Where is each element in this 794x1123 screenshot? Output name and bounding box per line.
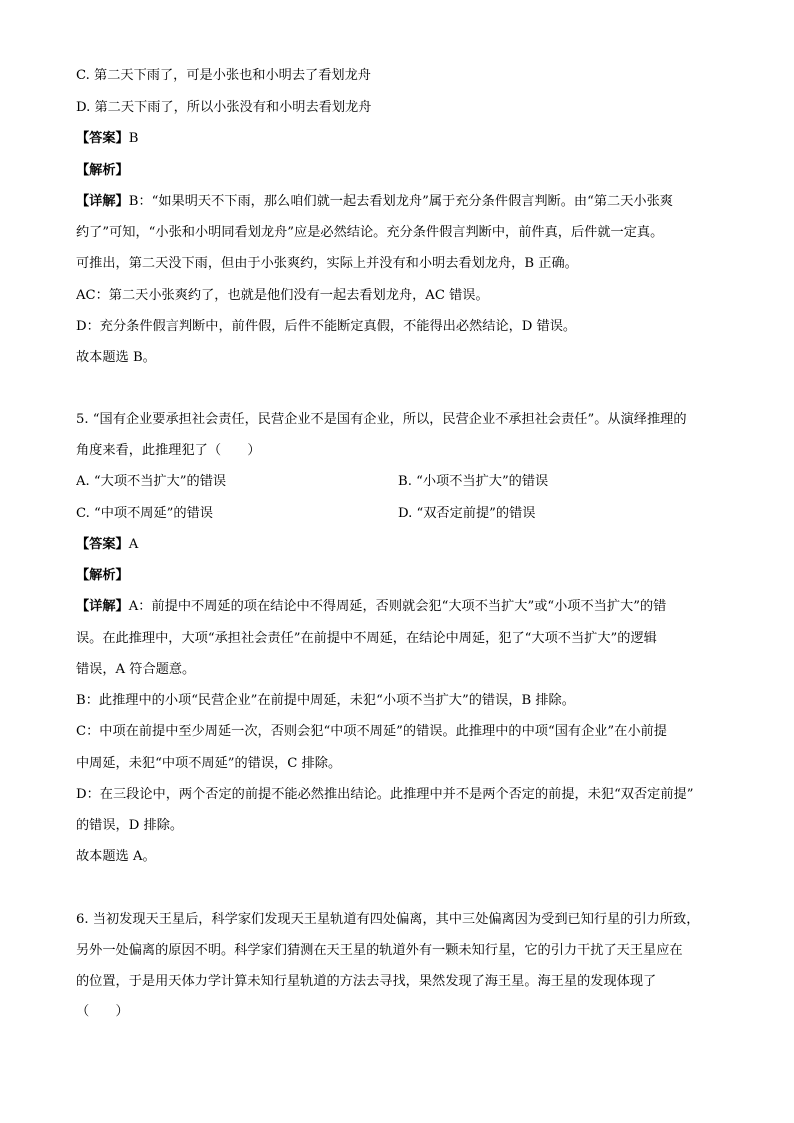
q5-option-a: A. “大项不当扩大”的错误 [76, 474, 227, 489]
q5-detail-line-4: B：此推理中的小项“民营企业”在前提中周延，未犯“小项不当扩大”的错误，B 排除。 [76, 693, 575, 708]
q4-detail-line-5: D：充分条件假言判断中，前件假，后件不能断定真假，不能得出必然结论，D 错误。 [76, 319, 577, 334]
answer-value: A [128, 537, 139, 552]
q5-detail-line-3: 错误，A 符合题意。 [76, 662, 196, 677]
q5-stem-line-1: 5. “国有企业要承担社会责任，民营企业不是国有企业，所以，民营企业不承担社会责任”。从演绎推理的 [76, 412, 687, 427]
q5-answer [76, 535, 726, 555]
q6-stem-line-3: 的位置，于是用天体力学计算未知行星轨道的方法去寻找，果然发现了海王星。海王星的发现体现了 [76, 974, 657, 989]
q5-detail-line-2: 误。在此推理中，大项“承担社会责任”在前提中不周延，在结论中周延，犯了“大项不当扩大”的逻辑 [76, 631, 657, 646]
q5-option-d: D. “双否定前提”的错误 [398, 506, 536, 521]
q5-detail-line-7: D：在三段论中，两个否定的前提不能必然推出结论。此推理中并不是两个否定的前提，未犯“双否定前提” [76, 787, 694, 802]
q4-answer [76, 129, 726, 149]
q5-detail-line-1: 【详解】A：前提中不周延的项在结论中不得周延，否则就会犯“大项不当扩大”或“小项不当扩大”的错 [76, 599, 667, 614]
q5-detail-line-8: 的错误，D 排除。 [76, 818, 184, 833]
q5-detail-line-6: 中周延，未犯“中项不周延”的错误，C 排除。 [76, 756, 342, 771]
q6-stem-line-1: 6. 当初发现天王星后，科学家们发现天王星轨道有四处偏离，其中三处偏离因为受到已知行星的引力所致， [76, 912, 700, 927]
q6-stem-line-2: 另外一处偏离的原因不明。科学家们猜测在天王星的轨道外有一颗未知行星，它的引力干扰了天王星应在 [76, 943, 683, 958]
answer-tag: 【答案】 [76, 131, 129, 146]
q4-detail-line-1: 【详解】B：“如果明天不下雨，那么咱们就一起去看划龙舟”属于充分条件假言判断。由“第二天小张爽 [76, 194, 673, 209]
q4-conclusion: 故本题选 B。 [76, 350, 156, 365]
q5-stem-line-2: 角度来看，此推理犯了（ ） [76, 443, 261, 458]
answer-tag: 【答案】 [76, 537, 129, 552]
q4-analysis-tag: 【解析】 [76, 163, 129, 178]
q5-conclusion: 故本题选 A。 [76, 849, 156, 864]
q4-option-d: D. 第二天下雨了，所以小张没有和小明去看划龙舟 [76, 100, 372, 115]
q5-analysis-tag: 【解析】 [76, 568, 129, 583]
q4-detail-line-3: 可推出，第二天没下雨，但由于小张爽约，实际上并没有和小明去看划龙舟，B 正确。 [76, 256, 578, 271]
detail-tag: 【详解】 [76, 599, 129, 614]
q4-option-c: C. 第二天下雨了，可是小张也和小明去了看划龙舟 [76, 68, 371, 83]
q5-option-b: B. “小项不当扩大”的错误 [398, 474, 549, 489]
answer-value: B [128, 131, 139, 146]
q5-detail-line-5: C：中项在前提中至少周延一次，否则会犯“中项不周延”的错误。此推理中的中项“国有企业”在小前提 [76, 724, 667, 739]
q5-option-c: C. “中项不周延”的错误 [76, 506, 213, 521]
q4-detail-line-4: AC：第二天小张爽约了，也就是他们没有一起去看划龙舟，AC 错误。 [76, 288, 489, 303]
detail-tag: 【详解】 [76, 194, 129, 209]
q6-stem-line-4: （ ） [76, 1004, 129, 1019]
q4-detail-line-2: 约了”可知，“小张和小明同看划龙舟”应是必然结论。充分条件假言判断中，前件真，后件就一定真。 [76, 225, 664, 240]
